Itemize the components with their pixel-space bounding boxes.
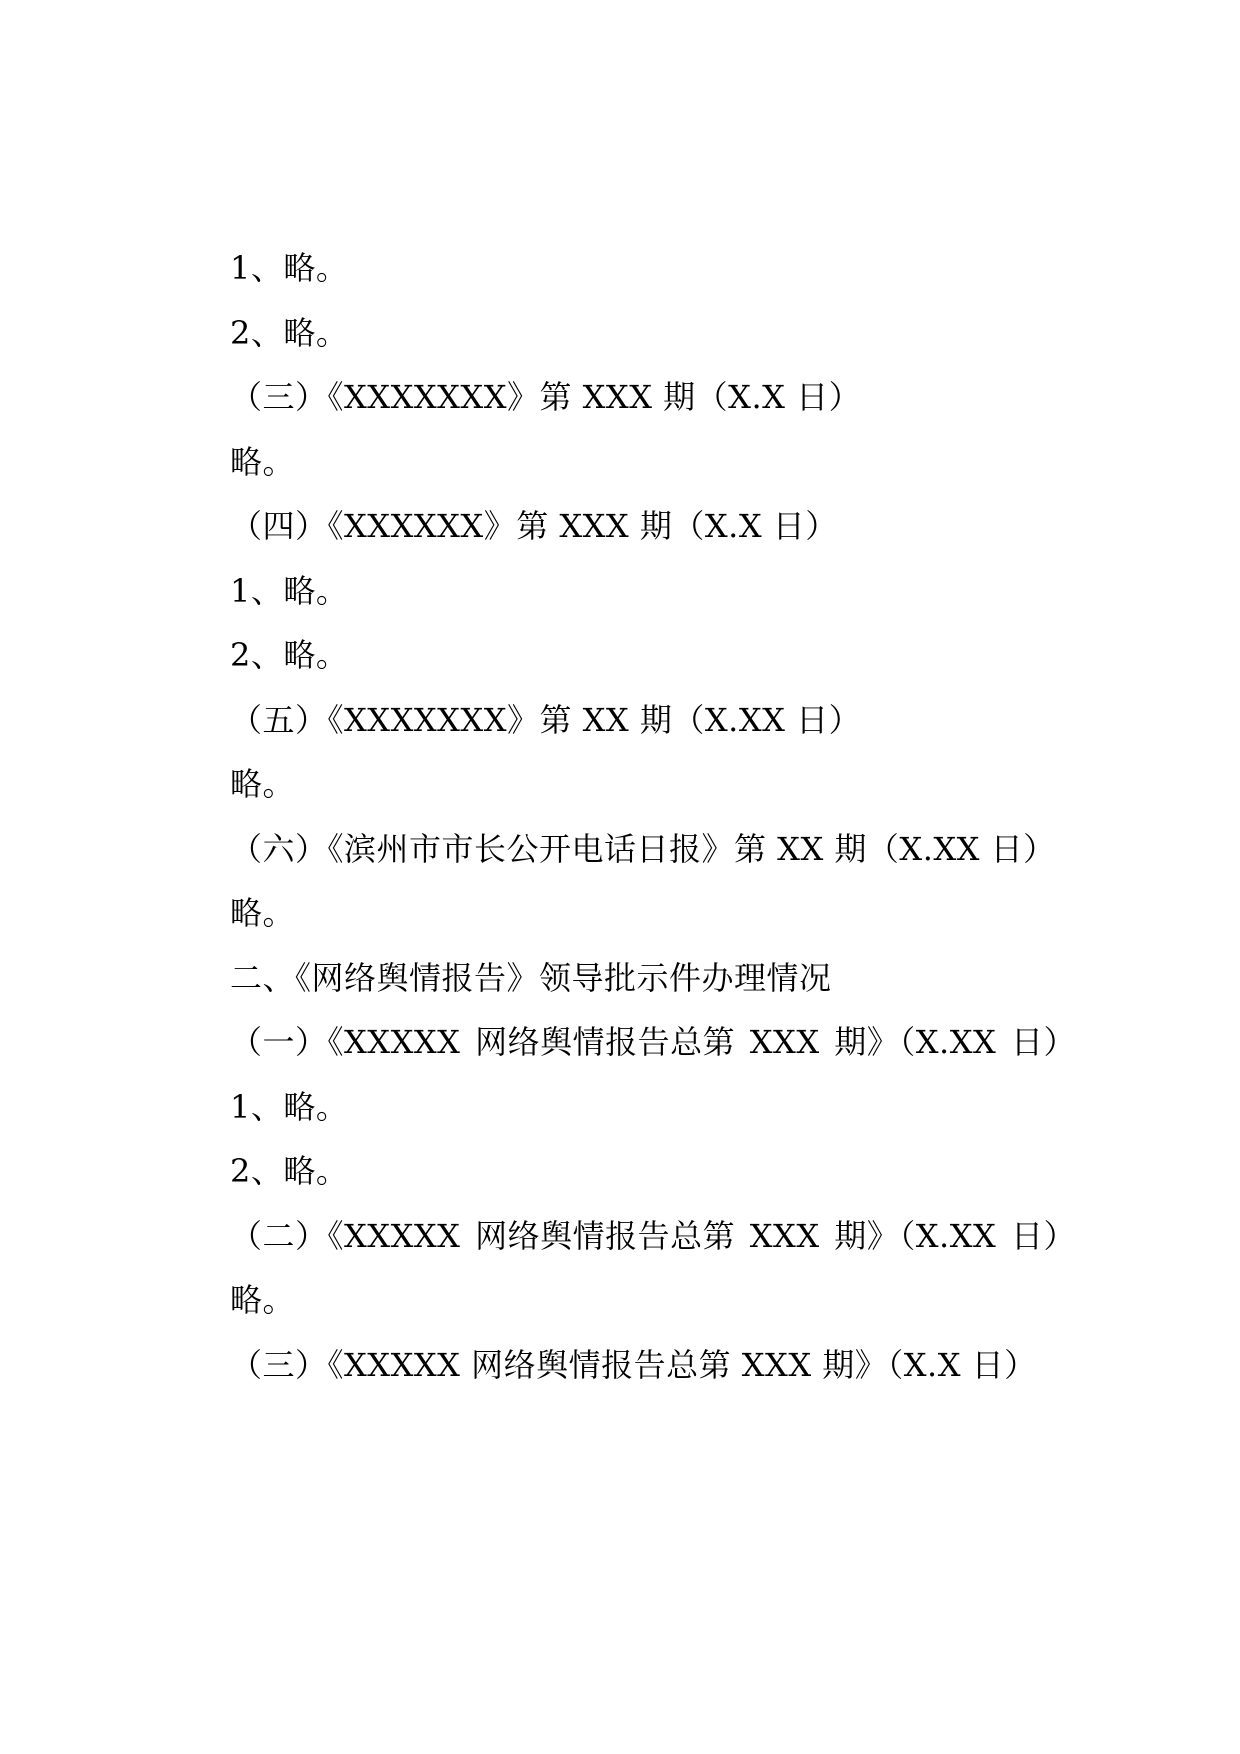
list-item: 1、略。 bbox=[230, 1087, 349, 1126]
list-item: 1、略。 bbox=[230, 571, 349, 610]
paragraph: 略。 bbox=[230, 765, 296, 803]
section-heading: （四）《XXXXXX》第 XXX 期（X.X 日） bbox=[230, 507, 838, 545]
section-heading: （三）《XXXXXXX》第 XXX 期（X.X 日） bbox=[230, 378, 862, 416]
section-heading: （六）《滨州市市长公开电话日报》第 XX 期（X.XX 日） bbox=[230, 829, 1056, 868]
chapter-heading: 二、《网络舆情报告》领导批示件办理情况 bbox=[230, 958, 832, 997]
section-heading: （一）《XXXXX 网络舆情报告总第 XXX 期》（X.XX 日） bbox=[230, 1023, 1076, 1061]
document-body bbox=[166, 236, 1094, 1397]
paragraph: 略。 bbox=[230, 894, 296, 932]
list-item: 2、略。 bbox=[230, 636, 349, 674]
list-item: 2、略。 bbox=[230, 1152, 349, 1190]
section-heading: （二）《XXXXX 网络舆情报告总第 XXX 期》（X.XX 日） bbox=[230, 1216, 1076, 1255]
section-heading: （三）《XXXXX 网络舆情报告总第 XXX 期》（X.X 日） bbox=[230, 1345, 1037, 1384]
list-item: 2、略。 bbox=[230, 313, 349, 352]
list-item: 1、略。 bbox=[230, 249, 349, 287]
paragraph: 略。 bbox=[230, 1281, 296, 1319]
section-heading: （五）《XXXXXXX》第 XX 期（X.XX 日） bbox=[230, 700, 862, 739]
paragraph: 略。 bbox=[230, 442, 296, 481]
